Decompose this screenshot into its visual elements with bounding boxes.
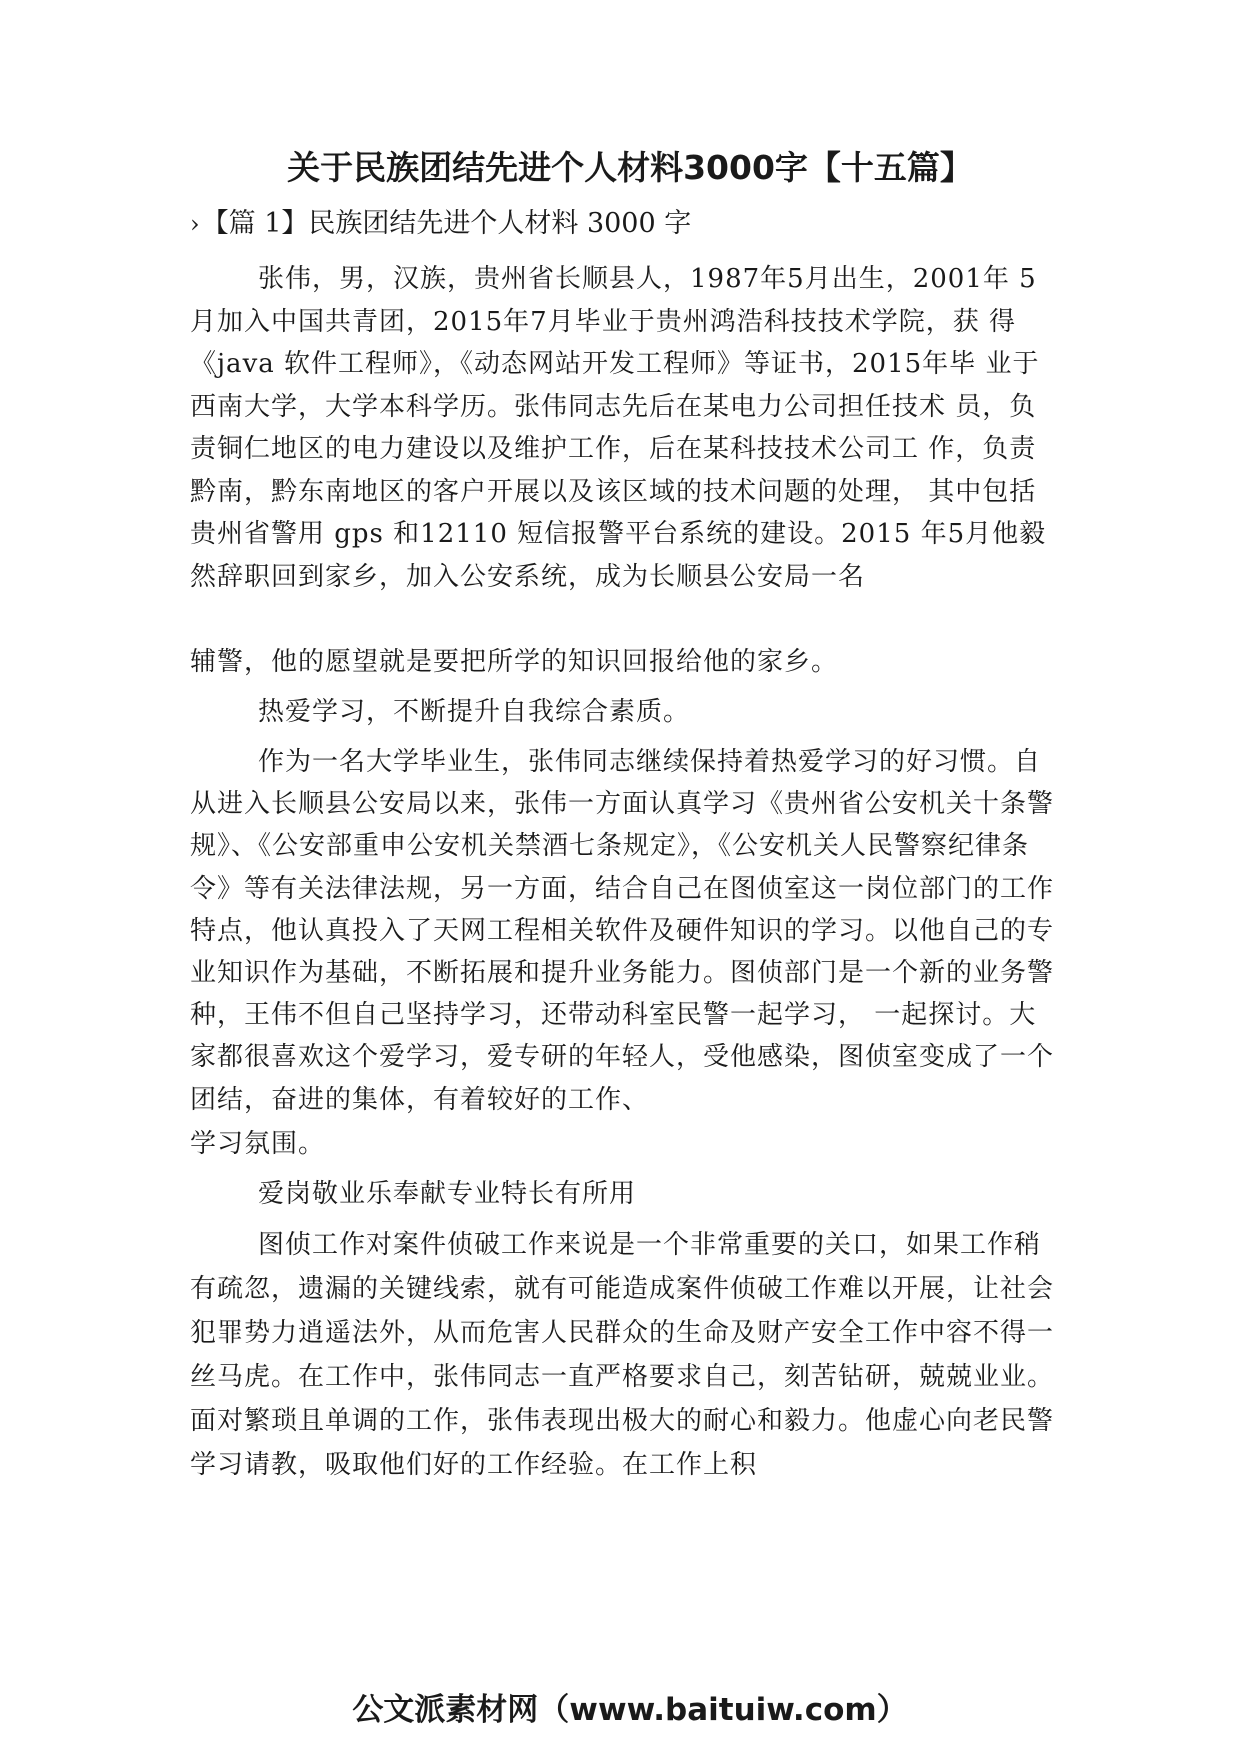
subheading-dedication: 爱岗敬业乐奉献专业特长有所用	[258, 1179, 637, 1209]
page-footer: 公文派素材网（www.baituiw.com）	[352, 1692, 908, 1728]
paragraph-intro-continued: 辅警，他的愿望就是要把所学的知识回报给他的家乡。	[190, 647, 839, 677]
document-title: 关于民族团结先进个人材料3000字【十五篇】	[287, 148, 973, 187]
paragraph-dedication: 图侦工作对案件侦破工作来说是一个非常重要的关口，如果工作稍有疏忽，遗漏的关键线索，就有可能造成案件侦破工作难以开展，让社会犯罪势力逍遥法外，从而危害人民群众的生命及财产安全工作中容不得一丝马虎。在工作中，张伟同志一直严格要求自己，刻苦钻研，兢兢业业。面对繁琐且单调的工作，张伟表现出极大的耐心和毅力。他虚心向老民警学习请教，吸取他们好的工作经验。在工作上积	[190, 1230, 1055, 1480]
section-heading	[190, 204, 691, 244]
section-heading-text: 【篇 1】民族团结先进个人材料 3000 字	[201, 208, 692, 239]
chevron-right-icon: ›	[190, 210, 200, 238]
paragraph-study: 作为一名大学毕业生，张伟同志继续保持着热爱学习的好习惯。自从进入长顺县公安局以来，张伟一方面认真学习《贵州省公安机关十条警规》、《公安部重申公安机关禁酒七条规定》，《公安机关人民警察纪律条令》等有关法律法规，另一方面，结合自己在图侦室这一岗位部门的工作特点，他认真投入了天网工程相关软件及硬件知识的学习。以他自己的专业知识作为基础，不断拓展和提升业务能力。图侦部门是一个新的业务警种，王伟不但自己坚持学习，还带动科室民警一起学习， 一起探讨。大家都很喜欢这个爱学习，爱专研的年轻人，受他感染，图侦室变成了一个团结，奋进的集体，有着较好的工作、	[190, 747, 1055, 1115]
paragraph-intro: 张伟，男，汉族，贵州省长顺县人，1987年5月出生，2001年 5月加入中国共青团，2015年7月毕业于贵州鸿浩科技技术学院，获 得 《java 软件工程师》，《动态网站开发工程师》等证书，2015年毕 业于西南大学，大学本科学历。张伟同志先后在某电力公司担任技术 员，负责铜仁地区的电力建设以及维护工作，后在某科技技术公司工 作，负责黔南，黔东南地区的客户开展以及该区域的技术问题的处理， 其中包括贵州省警用 gps 和12110 短信报警平台系统的建设。2015 年5月他毅然辞职回到家乡，加入公安系统，成为长顺县公安局一名	[190, 264, 1047, 592]
paragraph-study-continued: 学习氛围。	[190, 1129, 326, 1159]
subheading-study: 热爱学习，不断提升自我综合素质。	[258, 697, 691, 727]
